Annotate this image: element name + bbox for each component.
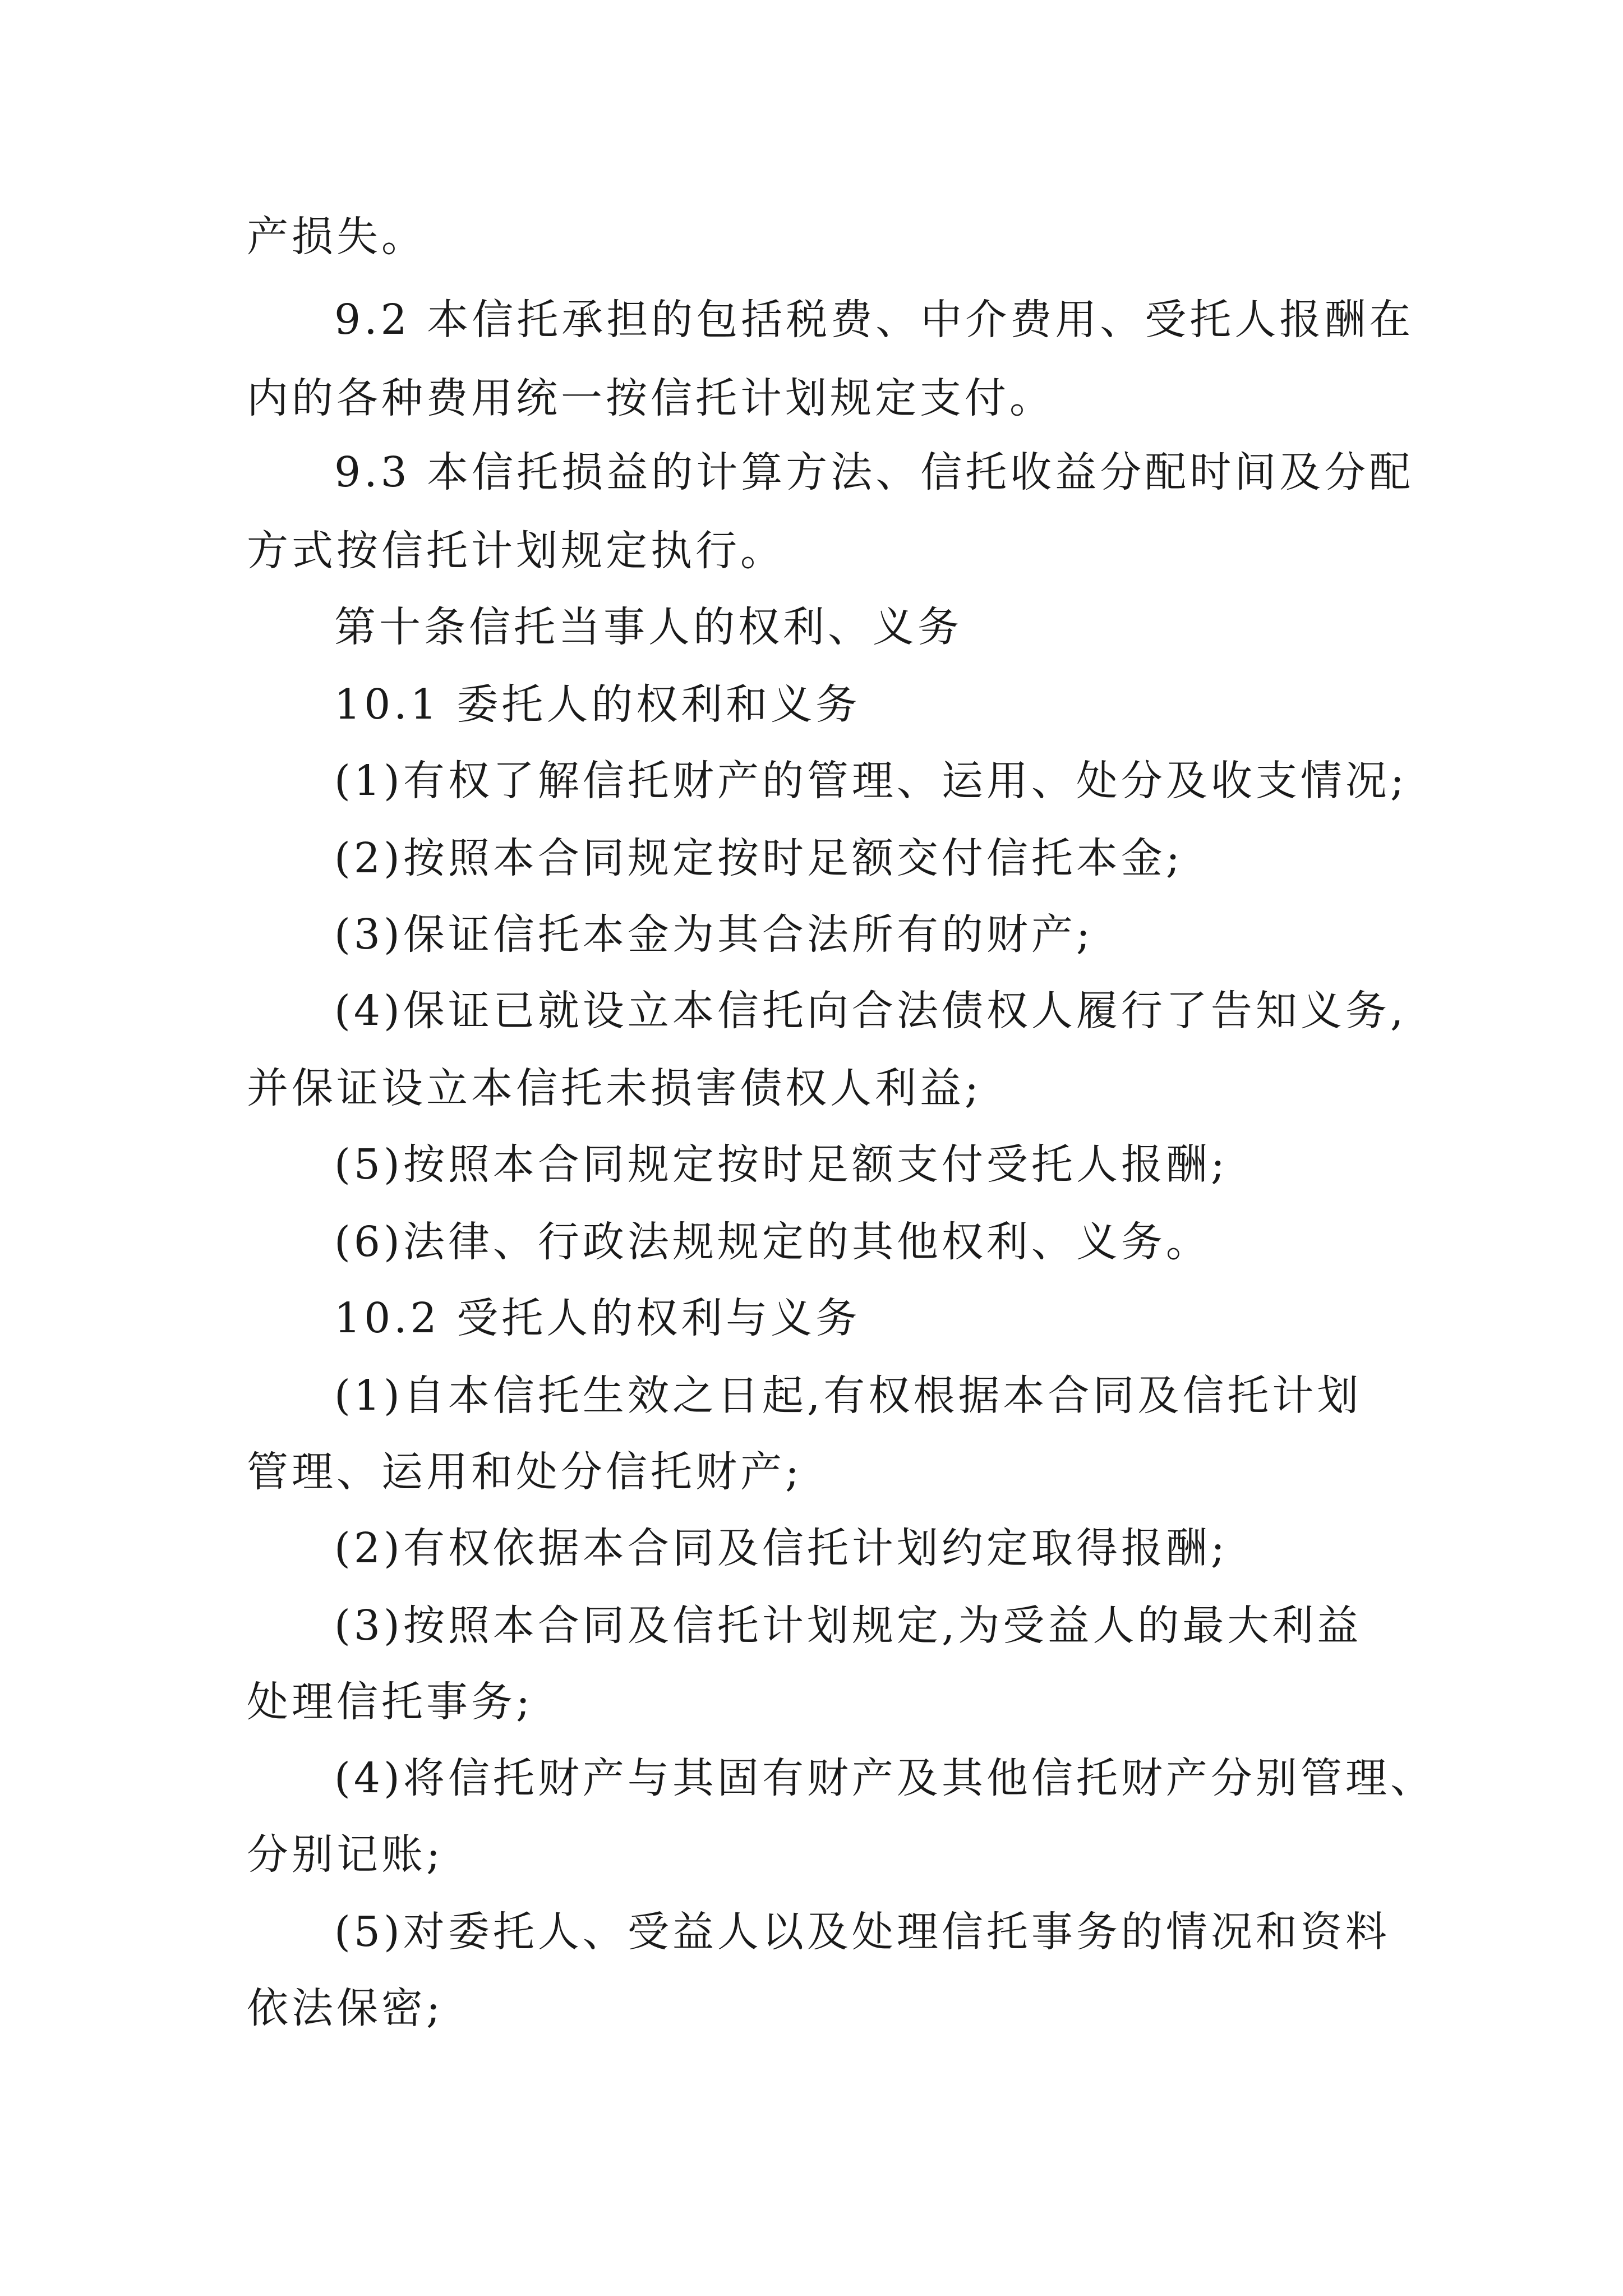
section-heading: 第十条信托当事人的权利、义务 [334, 603, 962, 651]
text-line: (5)对委托人、受益人以及处理信托事务的情况和资料 [334, 1908, 1390, 1956]
text-line: (1)有权了解信托财产的管理、运用、处分及收支情况; [334, 757, 1408, 805]
text-line: (4)保证已就设立本信托向合法债权人履行了告知义务, [334, 987, 1407, 1035]
subsection-heading: 10.2 受托人的权利与义务 [334, 1294, 861, 1342]
text-line: 处理信托事务; [247, 1678, 533, 1726]
text-line: 产损失。 [247, 213, 426, 261]
text-line: 管理、运用和处分信托财产; [247, 1448, 803, 1496]
text-line: 内的各种费用统一按信托计划规定支付。 [247, 374, 1054, 422]
text-line: (6)法律、行政法规规定的其他权利、义务。 [334, 1218, 1211, 1266]
text-line: (5)按照本合同规定按时足额支付受托人报酬; [334, 1140, 1228, 1189]
text-line: 并保证设立本信托未损害债权人利益; [247, 1064, 982, 1112]
text-line: (3)按照本合同及信托计划规定,为受益人的最大利益 [334, 1602, 1362, 1650]
text-line: (3)保证信托本金为其合法所有的财产; [334, 910, 1094, 959]
text-line: 方式按信托计划规定执行。 [247, 527, 785, 575]
text-line: 9.3 本信托损益的计算方法、信托收益分配时间及分配 [334, 448, 1414, 496]
text-line: (1)自本信托生效之日起,有权根据本合同及信托计划 [334, 1372, 1362, 1420]
text-line: (4)将信托财产与其固有财产及其他信托财产分别管理、 [334, 1754, 1435, 1802]
text-line: 分别记账; [247, 1830, 444, 1879]
text-line: 9.2 本信托承担的包括税费、中介费用、受托人报酬在 [334, 296, 1414, 344]
subsection-heading: 10.1 委托人的权利和义务 [334, 680, 861, 729]
text-line: 依法保密; [247, 1984, 444, 2032]
text-line: (2)按照本合同规定按时足额交付信托本金; [334, 834, 1183, 882]
text-line: (2)有权依据本合同及信托计划约定取得报酬; [334, 1524, 1228, 1572]
